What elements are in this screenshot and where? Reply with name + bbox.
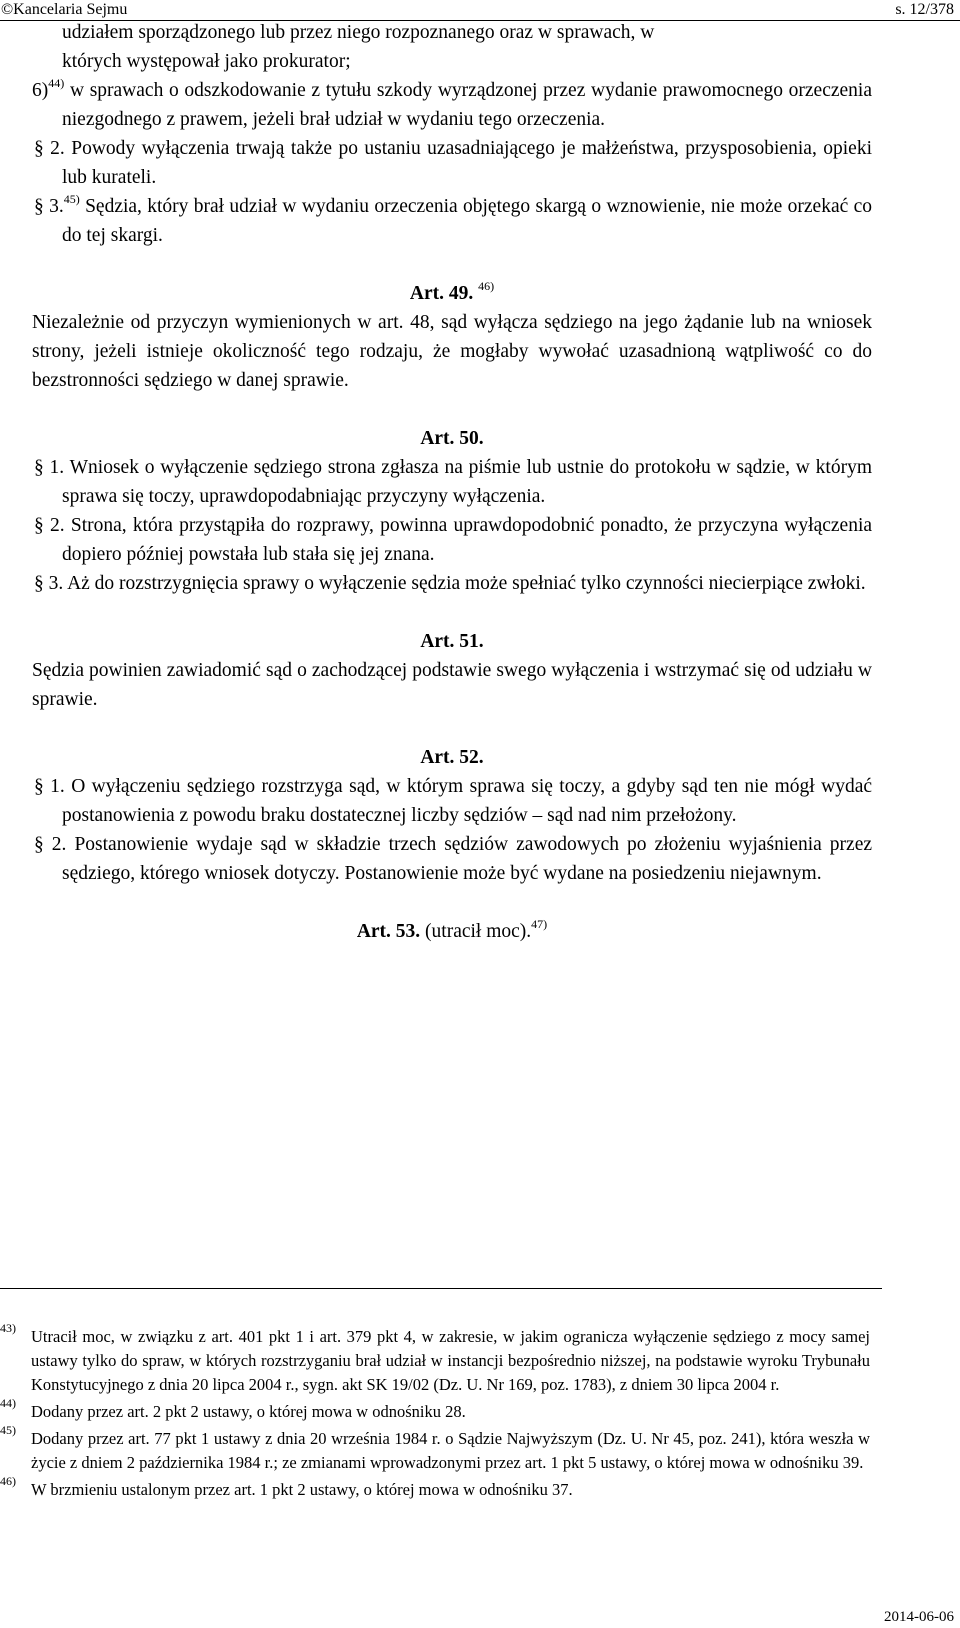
article-52-paragraph-1 xyxy=(32,772,872,830)
document-date: 2014-06-06 xyxy=(884,1609,954,1625)
article-50-title: Art. 50. xyxy=(420,428,484,449)
article-53-status: (utracił moc). xyxy=(425,921,532,942)
article-51-title: Art. 51. xyxy=(420,631,484,652)
paragraph-text: Strona, która przystąpiła do rozprawy, powinna uprawdopodobnić ponadto, że przyczyna wyłączenia dopiero później powstała lub stała się jej znana. xyxy=(62,515,873,565)
article-50-paragraph-1 xyxy=(32,453,872,511)
footnote-45 xyxy=(0,1423,870,1475)
footnote-text: Utracił moc, w związku z art. 401 pkt 1 i art. 379 pkt 4, w zakresie, w jakim ogranicza wyłączenie sędziego z mocy samej ustawy tylko do spraw, w których rozstrzyganiu brał udział w instancji bezpośrednio niższej, na podstawie wyroku Trybunału Konstytucyjnego z dnia 20 lipca 2004 r., sygn. akt SK 19/02 (Dz. U. Nr 169, poz. 1783), z dniem 30 lipca 2004 r. xyxy=(31,1327,870,1394)
paragraph-2-number: § 2. xyxy=(34,138,65,159)
footnote-ref-45: 45) xyxy=(63,192,80,206)
footnote-mark: 43) xyxy=(0,1321,16,1335)
footnote-text: Dodany przez art. 77 pkt 1 ustawy z dnia 20 września 1984 r. o Sądzie Najwyższym (Dz. U. Nr 45, poz. 241), która weszła w życie z dniem 2 października 1984 r.; ze zmianami wprowadzonymi przez art. 1 pkt 5 ustawy, o której mowa w odnośniku 39. xyxy=(31,1429,870,1472)
continuation-line-1: udziałem sporządzonego lub przez niego rozpoznanego oraz w sprawach, w xyxy=(62,22,655,43)
page-number: s. 12/378 xyxy=(895,1,954,18)
paragraph-3-text: Sędzia, który brał udział w wydaniu orzeczenia objętego skargą o wznowienie, nie może orzekać co do tej skargi. xyxy=(62,196,872,246)
publisher-label: ©Kancelaria Sejmu xyxy=(1,1,128,18)
footnote-46 xyxy=(0,1474,870,1502)
footnote-mark: 45) xyxy=(0,1423,16,1437)
article-49-title xyxy=(32,279,872,308)
paragraph-text: Wniosek o wyłączenie sędziego strona zgłasza na piśmie lub ustnie do protokołu w sądzie, w którym sprawa się toczy, uprawdopodabniając przyczyny wyłączenia. xyxy=(62,457,872,507)
footnote-separator xyxy=(0,1288,882,1289)
paragraph-number: § 1. xyxy=(34,776,65,797)
paragraph-text: Postanowienie wydaje sąd w składzie trzech sędziów zawodowych po złożeniu wyjaśnienia przez sędziego, którego wniosek dotyczy. Postanowienie może być wydane na posiedzeniu niejawnym. xyxy=(62,834,873,884)
paragraph-text: O wyłączeniu sędziego rozstrzyga sąd, w którym sprawa się toczy, a gdyby sąd ten nie mógł wydać postanowienia z powodu braku dostatecznej liczby sędziów – sąd nad nim przełożony. xyxy=(62,776,872,826)
footnote-mark: 44) xyxy=(0,1396,16,1410)
footnote-44 xyxy=(0,1396,870,1424)
item-6-number: 6) xyxy=(32,80,49,101)
article-50-paragraph-2 xyxy=(32,511,872,569)
paragraph-3 xyxy=(32,192,872,250)
footnote-ref-44: 44) xyxy=(48,76,65,90)
paragraph-2-text: Powody wyłączenia trwają także po ustaniu uzasadniającego je małżeństwa, przysposobienia, opieki lub kurateli. xyxy=(62,138,872,188)
paragraph-number: § 2. xyxy=(34,834,67,855)
item-6 xyxy=(32,76,872,134)
footnote-ref-46: 46) xyxy=(478,279,495,293)
article-49-text: Niezależnie od przyczyn wymienionych w art. 48, sąd wyłącza sędziego na jego żądanie lub na wniosek strony, jeżeli istnieje okoliczność tego rodzaju, że mogłaby wywołać uzasadnioną wątpliwość co do bezstronności sędziego w danej sprawie. xyxy=(32,312,872,391)
footnote-ref-47: 47) xyxy=(531,917,548,931)
article-53-title xyxy=(32,917,872,946)
paragraph-3-number: § 3. xyxy=(34,196,64,217)
footnote-text: Dodany przez art. 2 pkt 2 ustawy, o której mowa w odnośniku 28. xyxy=(31,1402,466,1421)
footnote-text: W brzmieniu ustalonym przez art. 1 pkt 2 ustawy, o której mowa w odnośniku 37. xyxy=(31,1480,573,1499)
paragraph-number: § 1. xyxy=(34,457,65,478)
footnote-mark: 46) xyxy=(0,1474,16,1488)
article-50-paragraph-3 xyxy=(32,569,872,598)
paragraph-2 xyxy=(32,134,872,192)
footnote-43 xyxy=(0,1321,870,1397)
document-body xyxy=(32,18,872,946)
article-52-paragraph-2 xyxy=(32,830,872,888)
article-52-title: Art. 52. xyxy=(420,747,484,768)
continuation-line-2: których występował jako prokurator; xyxy=(62,51,351,72)
paragraph-number: § 2. xyxy=(34,515,65,536)
article-51-text: Sędzia powinien zawiadomić sąd o zachodzącej podstawie swego wyłączenia i wstrzymać się od udziału w sprawie. xyxy=(32,660,872,710)
item-6-text: w sprawach o odszkodowanie z tytułu szkody wyrządzonej przez wydanie prawomocnego orzeczenia niezgodnego z prawem, jeżeli brał udział w wydaniu tego orzeczenia. xyxy=(62,80,873,130)
footnotes xyxy=(0,1321,870,1505)
paragraph-text: Aż do rozstrzygnięcia sprawy o wyłączenie sędzia może spełniać tylko czynności niecierpiące zwłoki. xyxy=(67,573,866,594)
article-49-label: Art. 49. xyxy=(409,283,474,304)
paragraph-number: § 3. xyxy=(34,573,64,594)
article-53-label: Art. 53. xyxy=(356,921,421,942)
